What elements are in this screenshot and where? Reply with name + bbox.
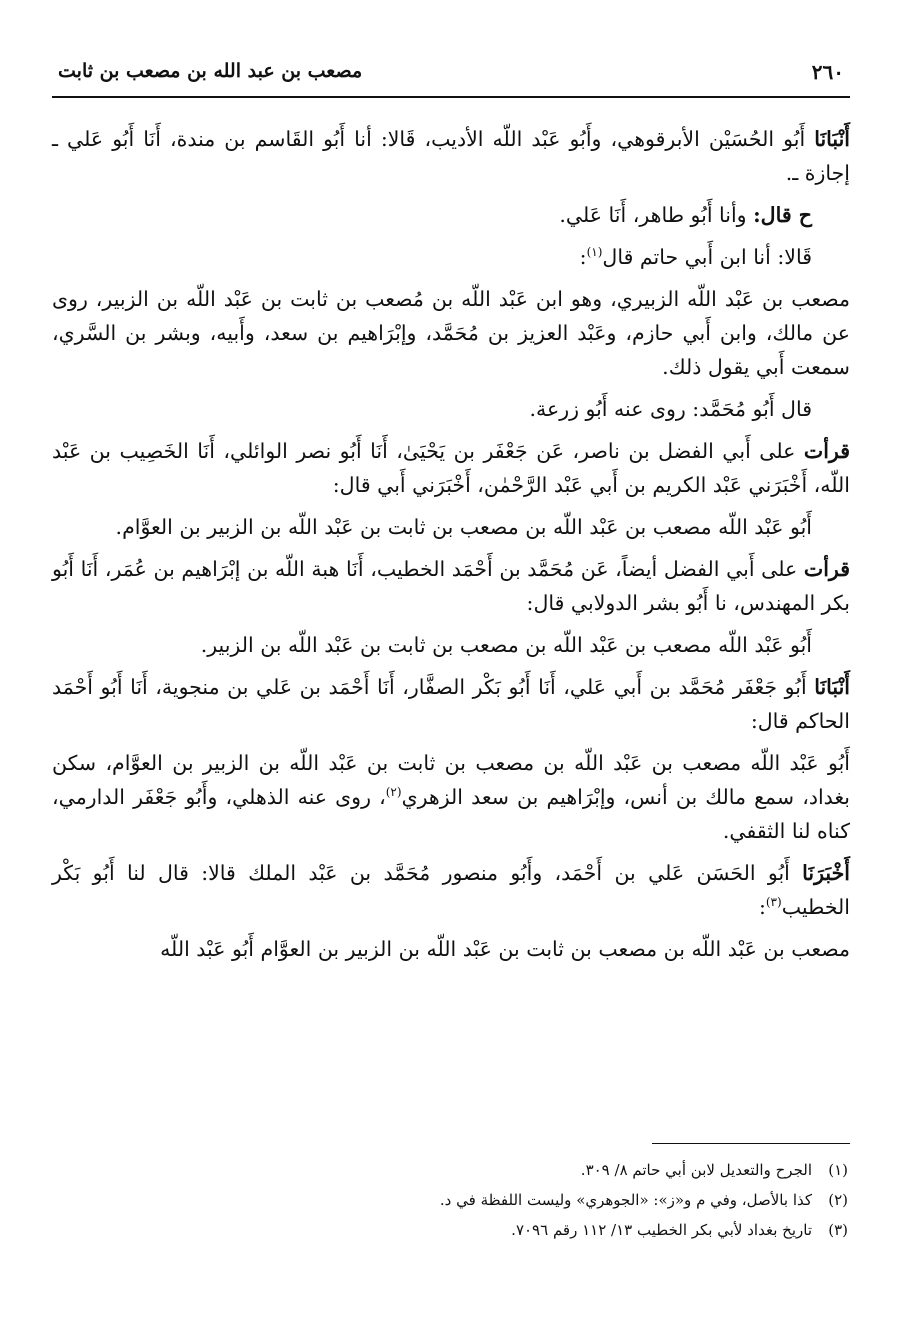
paragraph-10 (52, 670, 850, 738)
paragraph-text-cont: ، روى عنه الذهلي، وأَبُو جَعْفَر الدارمي، كناه لنا الثقفي. (52, 785, 850, 843)
footnotes (52, 1155, 850, 1245)
main-text (52, 122, 850, 966)
footnote-ref-1[interactable]: (١) (586, 245, 603, 260)
footnote-number: (٢) (828, 1191, 848, 1209)
header-rule (52, 96, 850, 98)
paragraph-text: أَبُو الحَسَن عَلي بن أَحْمَد، وأَبُو منصور مُحَمَّد بن عَبْد الملك قالا: قال لنا أَبُو بَكْر الخطيب (52, 861, 850, 919)
footnote-rule (652, 1143, 850, 1144)
paragraph-5 (52, 392, 850, 426)
page-header (52, 58, 850, 92)
paragraph-text: أَبُو الحُسَيْن الأبرقوهي، وأَبُو عَبْد اللّه الأديب، قَالا: أنا أَبُو القَاسم بن مندة، أَنَا أَبُو عَلي ـ إجازة ـ. (52, 127, 850, 185)
paragraph-text: أَبُو جَعْفَر مُحَمَّد بن أَبي عَلي، أَنَا أَبُو بَكْر الصفَّار، أَنَا أَحْمَد بن عَلي بن منجوية، أَنَا أَبُو أَحْمَد الحاكم قال: (52, 675, 850, 733)
paragraph-6 (52, 434, 850, 502)
paragraph-12 (52, 856, 850, 924)
footnote-number: (١) (828, 1161, 848, 1179)
paragraph-text: مصعب بن عَبْد اللّه الزبيري، وهو ابن عَبْد اللّه بن مُصعب بن ثابت بن عَبْد اللّه بن الزبير، روى عن مالك، وابن أَبي حازم، وعَبْد العزيز بن مُحَمَّد، وإبْرَاهيم بن سعد، وأَبيه، وبشر بن السَّري، سمعت أَبي يقول ذلك. (52, 287, 850, 379)
paragraph-text: على أَبي الفضل أيضاً، عَن مُحَمَّد بن أَحْمَد الخطيب، أَنَا هبة اللّه بن إبْرَاهيم بن عُمَر، أَنَا أَبُو بكر المهندس، نا أَبُو بشر الدولابي قال: (52, 557, 850, 615)
paragraph-lead: أَنْبَانَا (814, 127, 850, 151)
paragraph-7 (52, 510, 850, 544)
paragraph-1 (52, 122, 850, 190)
paragraph-lead: أَخْبَرَنَا (802, 861, 850, 885)
footnote-number: (٣) (828, 1221, 848, 1239)
running-title: مصعب بن عبد الله بن مصعب بن ثابت (58, 60, 363, 82)
paragraph-text: على أَبي الفضل بن ناصر، عَن جَعْفَر بن يَحْيَىٰ، أَنَا أَبُو نصر الوائلي، أَنَا الخَصِيب بن عَبْد اللّه، أَخْبَرَني عَبْد الكريم بن أَبي عَبْد الرَّحْمٰن، أَخْبَرَني أَبي قال: (52, 439, 850, 497)
footnote-text: كذا بالأصل، وفي م و«ز»: «الجوهري» وليست اللفظة في د. (439, 1191, 812, 1209)
footnote-text: الجرح والتعديل لابن أبي حاتم ٨/ ٣٠٩. (580, 1161, 812, 1179)
paragraph-text: وأنا أَبُو طاهر، أَنَا عَلي. (559, 203, 754, 227)
paragraph-3 (52, 240, 850, 274)
paragraph-lead: ح قال: (753, 203, 812, 227)
paragraph-lead: قرأت (803, 557, 850, 581)
paragraph-lead: قرأت (803, 439, 850, 463)
paragraph-text: مصعب بن عَبْد اللّه بن مصعب بن ثابت بن عَبْد اللّه بن الزبير بن العوَّام أَبُو عَبْد اللّه (160, 937, 850, 961)
page-number: ٢٦٠ (811, 60, 844, 84)
footnote-ref-2[interactable]: (٢) (385, 785, 402, 800)
paragraph-text: قَالا: أنا ابن أَبي حاتم قال (602, 245, 812, 269)
footnote-ref-3[interactable]: (٣) (765, 895, 782, 910)
paragraph-lead: أَنْبَانَا (814, 675, 850, 699)
paragraph-text-end: : (579, 245, 587, 269)
paragraph-4 (52, 282, 850, 384)
paragraph-text: أَبُو عَبْد اللّه مصعب بن عَبْد اللّه بن مصعب بن ثابت بن عَبْد اللّه بن الزبير بن العوَّام. (115, 515, 812, 539)
paragraph-11 (52, 746, 850, 848)
footnote-text: تاريخ بغداد لأبي بكر الخطيب ١٣/ ١١٢ رقم ٧٠٩٦. (511, 1221, 812, 1239)
footnote-3 (52, 1215, 850, 1245)
paragraph-text: قال أَبُو مُحَمَّد: روى عنه أَبُو زرعة. (529, 397, 812, 421)
footnote-1 (52, 1155, 850, 1185)
paragraph-9 (52, 628, 850, 662)
paragraph-text: أَبُو عَبْد اللّه مصعب بن عَبْد اللّه بن مصعب بن ثابت بن عَبْد اللّه بن الزبير. (200, 633, 812, 657)
paragraph-text: أَبُو عَبْد اللّه مصعب بن عَبْد اللّه بن مصعب بن ثابت بن عَبْد اللّه بن الزبير بن العوَّام، سكن بغداد، سمع مالك بن أنس، وإبْرَاهيم بن سعد الزهري (52, 751, 850, 809)
paragraph-8 (52, 552, 850, 620)
paragraph-13 (52, 932, 850, 966)
paragraph-text-end: : (758, 895, 766, 919)
footnote-2 (52, 1185, 850, 1215)
paragraph-2 (52, 198, 850, 232)
